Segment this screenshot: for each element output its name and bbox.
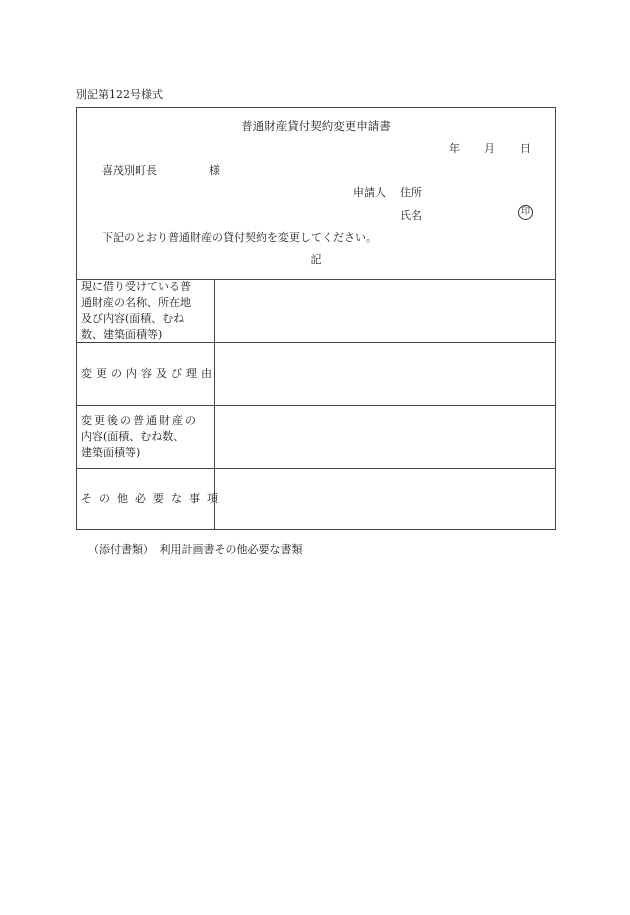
- applicant-label: 申請人: [353, 186, 386, 199]
- document-title: 普通財産貸付契約変更申請書: [241, 119, 391, 133]
- row-label-change-reason: [77, 343, 215, 405]
- date-year-label: 年: [449, 142, 460, 155]
- label-line: 変更後の普通財産の: [81, 414, 198, 427]
- label-line: その他必要な事項: [81, 492, 225, 505]
- new-property-field[interactable]: [215, 406, 555, 468]
- table-row-other-matters: [77, 469, 555, 529]
- change-reason-field[interactable]: [215, 343, 555, 405]
- name-label: 氏名: [400, 209, 422, 222]
- other-matters-field[interactable]: [215, 469, 555, 529]
- row-label-other-matters: [77, 469, 225, 529]
- label-line: 変更の内容及び理由: [81, 367, 216, 380]
- row-label-current-property: [77, 279, 215, 342]
- table-row-current-property: [77, 279, 555, 343]
- form-header-section: [77, 108, 555, 280]
- addressee-honorific: 様: [209, 164, 220, 177]
- row-label-new-property: [77, 406, 215, 468]
- current-property-field[interactable]: [215, 279, 555, 342]
- label-line: 数、建築面積等): [81, 327, 163, 341]
- request-statement: 下記のとおり普通財産の貸付契約を変更してください。: [102, 231, 377, 244]
- label-line: 及び内容(面積、むね: [81, 311, 185, 325]
- label-line: 現に借り受けている普: [81, 279, 191, 293]
- table-row-change-reason: [77, 343, 555, 406]
- label-line: 通財産の名称、所在地: [81, 295, 191, 309]
- form-number: 別記第122号様式: [76, 88, 163, 101]
- date-day-label: 日: [520, 142, 531, 155]
- label-line: 建築面積等): [81, 446, 141, 459]
- application-form-frame: [76, 107, 556, 530]
- table-row-new-property: [77, 406, 555, 469]
- attachments-note: （添付書類） 利用計画書その他必要な書類: [88, 543, 303, 556]
- addressee-name: 喜茂別町長: [102, 164, 157, 177]
- seal-mark-icon: 印: [518, 205, 533, 220]
- date-month-label: 月: [484, 142, 495, 155]
- label-line: 内容(面積、むね数、: [81, 430, 185, 443]
- address-label: 住所: [400, 186, 422, 199]
- ki-heading: 記: [310, 253, 322, 266]
